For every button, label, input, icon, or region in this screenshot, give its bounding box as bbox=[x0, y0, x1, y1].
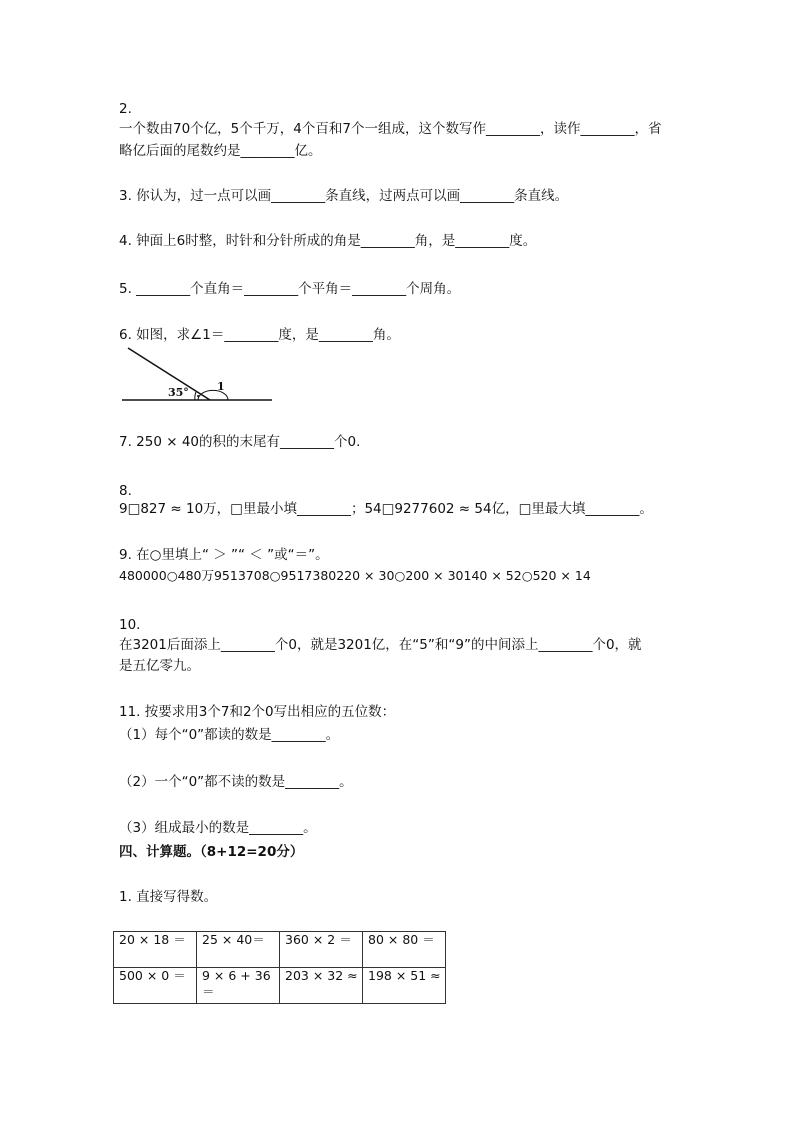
angle-35-label: 35° bbox=[168, 386, 189, 399]
table-cell: 9 × 6 + 36 ＝ bbox=[197, 968, 280, 1004]
q9-line1: 9. 在○里填上“ ＞ ”“ ＜ ”或“＝”。 bbox=[119, 547, 329, 563]
angle-figure bbox=[118, 346, 278, 406]
q9-line2: 480000○480万9513708○9517380220 × 30○200 × 30140 × 52○520 × 14 bbox=[119, 568, 591, 583]
angle-35-arc bbox=[195, 392, 196, 400]
table-cell: 20 × 18 ＝ bbox=[114, 932, 197, 968]
angle-1-label: 1 bbox=[217, 380, 225, 393]
q2-line1: 一个数由70个亿，5个千万，4个百和7个一组成，这个数写作________，读作________，省 bbox=[119, 121, 662, 137]
q6: 6. 如图，求∠1＝________度，是________角。 bbox=[119, 327, 400, 343]
table-row bbox=[114, 968, 446, 1004]
q11-sub1: （1）每个“0”都读的数是________。 bbox=[119, 727, 340, 743]
q2-line2: 略亿后面的尾数约是________亿。 bbox=[119, 143, 322, 159]
table-row bbox=[114, 932, 446, 968]
q8-number: 8. bbox=[119, 483, 132, 499]
q7: 7. 250 × 40的积的末尾有________个0. bbox=[119, 434, 361, 450]
q3: 3. 你认为，过一点可以画________条直线，过两点可以画________条直线。 bbox=[119, 188, 569, 204]
q10-number: 10. bbox=[119, 617, 141, 633]
section4-title: 四、计算题。（8+12=20分） bbox=[119, 844, 304, 860]
table-cell: 360 × 2 ＝ bbox=[280, 932, 363, 968]
table-cell: 80 × 80 ＝ bbox=[363, 932, 446, 968]
q11-sub3: （3）组成最小的数是________。 bbox=[119, 820, 317, 836]
section4-q1: 1. 直接写得数。 bbox=[119, 889, 218, 905]
table-cell: 25 × 40＝ bbox=[197, 932, 280, 968]
table-cell: 203 × 32 ≈ bbox=[280, 968, 363, 1004]
q8-line1: 9□827 ≈ 10万，□里最小填________；54□9277602 ≈ 54亿，□里最大填________。 bbox=[119, 501, 653, 517]
q5: 5. ________个直角＝________个平角＝________个周角。 bbox=[119, 281, 461, 297]
q4: 4. 钟面上6时整，时针和分针所成的角是________角，是________度。 bbox=[119, 233, 537, 249]
q2-number: 2. bbox=[119, 101, 132, 117]
q10-line1: 在3201后面添上________个0，就是3201亿，在“5”和“9”的中间添上________个0，就 bbox=[119, 637, 642, 653]
calc-table bbox=[113, 931, 446, 1004]
table-cell: 198 × 51 ≈ bbox=[363, 968, 446, 1004]
q11-sub2: （2）一个“0”都不读的数是________。 bbox=[119, 774, 353, 790]
q10-line2: 是五亿零九。 bbox=[119, 658, 200, 674]
q11-line1: 11. 按要求用3个7和2个0写出相应的五位数： bbox=[119, 704, 396, 720]
table-cell: 500 × 0 ＝ bbox=[114, 968, 197, 1004]
vertex-dot bbox=[197, 395, 199, 397]
